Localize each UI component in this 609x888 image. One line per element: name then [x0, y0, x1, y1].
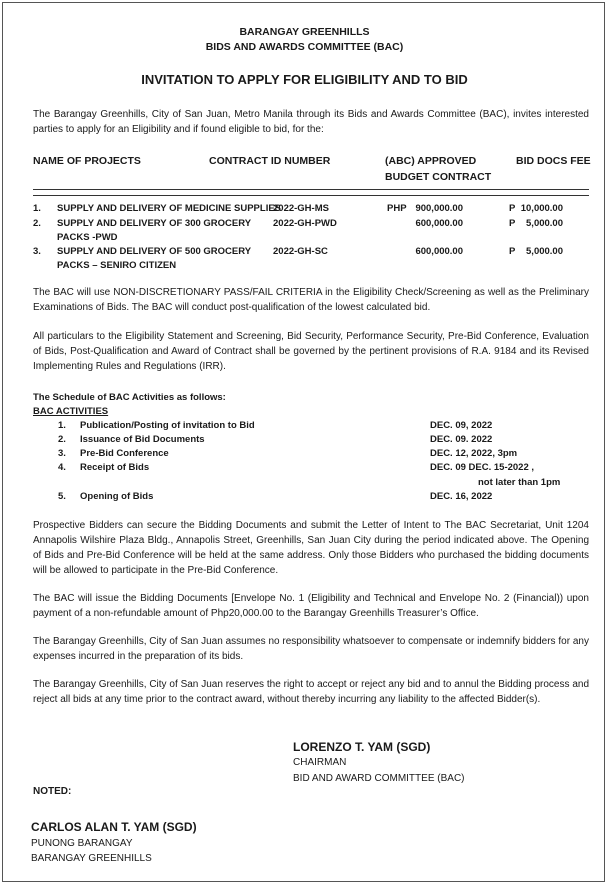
row-contract-id: 2022-GH-PWD: [273, 218, 337, 229]
row-abc-value: 600,000.00: [415, 246, 463, 257]
signatory-office: BID AND AWARD COMMITTEE (BAC): [293, 773, 465, 784]
schedule-item-activity: Issuance of Bid Documents: [80, 434, 205, 445]
row-fee-value: 5,000.00: [526, 218, 563, 229]
row-abc-value: 900,000.00: [415, 203, 463, 214]
row-project-name-cont: PACKS -PWD: [57, 232, 118, 243]
row-contract-id: 2022-GH-MS: [273, 203, 329, 214]
noted-label: NOTED:: [33, 786, 72, 797]
schedule-item-date: DEC. 16, 2022: [430, 491, 493, 502]
document-page: [2, 2, 605, 882]
schedule-item-number: 4.: [58, 462, 66, 473]
page-title: INVITATION TO APPLY FOR ELIGIBILITY AND TO BID: [141, 72, 468, 87]
row-fee-prefix: P: [509, 218, 516, 229]
row-project-name-cont: PACKS – SENIRO CITIZEN: [57, 260, 177, 271]
schedule-item-date-note: not later than 1pm: [478, 477, 561, 488]
row-abc-value: 600,000.00: [415, 218, 463, 229]
schedule-item: [58, 420, 578, 434]
signatory-name: LORENZO T. YAM (SGD): [293, 740, 431, 754]
row-fee-prefix: P: [509, 203, 516, 214]
row-project-name: SUPPLY AND DELIVERY OF 300 GROCERY: [57, 218, 252, 229]
particulars-paragraph: All particulars to the Eligibility Statement and Screening, Bid Security, Performance Security, Pre-Bid Conference, Evaluation of Bids, Post-Qualification and Award of Contract shall be governed by the pertinent provisions of R.A. 9184 and its Revised Implementing Rules and Regulations (IRR).: [33, 331, 589, 372]
row-number: 1.: [33, 203, 41, 214]
col-header-fee: BID DOCS FEE: [516, 155, 591, 167]
row-number: 2.: [33, 218, 41, 229]
intro-paragraph: The Barangay Greenhills, City of San Juan, Metro Manila through its Bids and Awards Committee (BAC), invites interested parties to apply for an Eligibility and if found eligible to bid, for the:: [33, 109, 589, 135]
schedule-item: [58, 448, 578, 462]
signatory-position: CHAIRMAN: [293, 757, 347, 768]
reserves-paragraph: The Barangay Greenhills, City of San Juan reserves the right to accept or reject any bid and to annul the Bidding process and reject all bids at any time prior to the contract award, without thereby incurring any liability to the affected Bidder(s).: [33, 679, 589, 705]
row-fee-value: 10,000.00: [520, 203, 563, 214]
schedule-item: [58, 434, 578, 448]
col-header-abc-line2: BUDGET CONTRACT: [385, 171, 492, 183]
col-header-abc: [385, 153, 491, 185]
schedule-item-date: DEC. 09, 2022: [430, 420, 493, 431]
schedule-item-number: 3.: [58, 448, 66, 459]
schedule-item-date: DEC. 12, 2022, 3pm: [430, 448, 518, 459]
schedule-item-number: 1.: [58, 420, 66, 431]
row-fee-prefix: P: [509, 246, 516, 257]
schedule-item-date: DEC. 09. 2022: [430, 434, 493, 445]
committee-name: BIDS AND AWARDS COMMITTEE (BAC): [205, 41, 404, 53]
schedule-item-activity: Pre-Bid Conference: [80, 448, 169, 459]
schedule-item-date: DEC. 09 DEC. 15-2022 ,: [430, 462, 535, 473]
noted-name: CARLOS ALAN T. YAM (SGD): [31, 820, 197, 834]
row-number: 3.: [33, 246, 41, 257]
documents-paragraph: The BAC will issue the Bidding Documents [Envelope No. 1 (Eligibility and Technical and Envelope No. 2 (Financial)) upon payment of a non-refundable amount of Php20,000.00 to the Barangay Greenhills Treasurer’s Office.: [33, 593, 589, 619]
schedule-item-number: 2.: [58, 434, 66, 445]
col-header-contract-id: CONTRACT ID NUMBER: [209, 155, 331, 167]
row-abc-prefix: PHP: [387, 203, 407, 214]
schedule-item-activity: Publication/Posting of invitation to Bid: [80, 420, 255, 431]
noted-position: PUNONG BARANGAY: [31, 838, 133, 849]
schedule-intro: The Schedule of BAC Activities as follows:: [33, 392, 226, 403]
schedule-item-activity: Opening of Bids: [80, 491, 154, 502]
schedule-heading: BAC ACTIVITIES: [33, 406, 109, 417]
schedule-item-number: 5.: [58, 491, 66, 502]
org-name: BARANGAY GREENHILLS: [239, 26, 370, 38]
schedule-item: [58, 491, 578, 505]
row-project-name: SUPPLY AND DELIVERY OF 500 GROCERY: [57, 246, 252, 257]
table-row: [33, 245, 593, 273]
row-project-name: SUPPLY AND DELIVERY OF MEDICINE SUPPLIES: [57, 203, 282, 214]
table-separator: [33, 189, 589, 196]
col-header-abc-line1: (ABC) APPROVED: [385, 155, 477, 167]
bidders-paragraph: Prospective Bidders can secure the Bidding Documents and submit the Letter of Intent to The BAC Secretariat, Unit 1204 Annapolis Wilshire Plaza Bldg., Annapolis Street, Greenhills, San Juan City during the period indicated above. The Opening of Bids and Pre-Bid Conference will be held at the same address. Only those Bidders who purchased the bidding documents will be allowed to participate in the Pre-Bid Conference.: [33, 520, 589, 576]
table-row: [33, 217, 593, 245]
col-header-project: NAME OF PROJECTS: [33, 155, 141, 167]
row-fee-value: 5,000.00: [526, 246, 563, 257]
schedule-item-activity: Receipt of Bids: [80, 462, 150, 473]
noted-office: BARANGAY GREENHILLS: [31, 853, 152, 864]
row-contract-id: 2022-GH-SC: [273, 246, 328, 257]
schedule-item: [58, 462, 578, 490]
responsibility-paragraph: The Barangay Greenhills, City of San Juan assumes no responsibility whatsoever to compensate or indemnify bidders for any expenses incurred in the preparation of its bids.: [33, 636, 589, 662]
criteria-paragraph: The BAC will use NON-DISCRETIONARY PASS/FAIL CRITERIA in the Eligibility Check/Screening as well as the Preliminary Examinations of Bids. The BAC will conduct post-qualification of the lowest calculated bid.: [33, 287, 589, 313]
